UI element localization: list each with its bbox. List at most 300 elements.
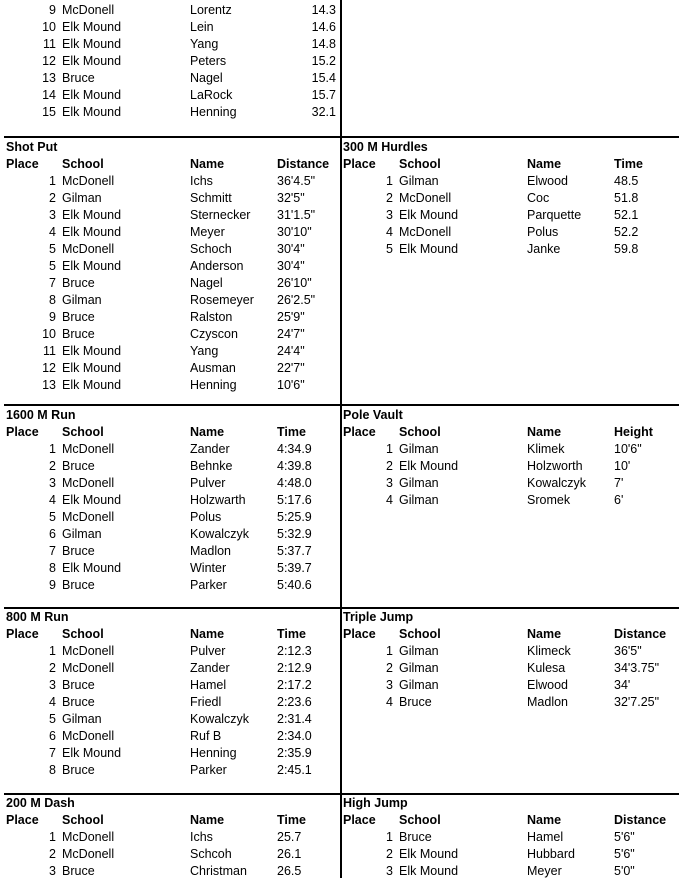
table-row (343, 829, 679, 846)
school-cell: Bruce (62, 864, 95, 878)
table-row (6, 2, 338, 19)
name-cell: Ichs (190, 830, 213, 844)
school-cell: McDonell (62, 644, 115, 658)
school-cell: McDonell (62, 3, 115, 17)
name-cell: Kowalczyk (527, 476, 587, 490)
header-name: Name (190, 157, 225, 171)
place-cell: 2 (49, 191, 56, 205)
name-cell: Pulver (190, 644, 226, 658)
table-row (343, 660, 679, 677)
place-cell: 9 (49, 310, 56, 324)
header-name: Name (527, 627, 562, 641)
name-cell: Schcoh (190, 847, 232, 861)
school-cell: Elk Mound (62, 225, 122, 239)
result-cell: 5:37.7 (277, 544, 312, 558)
school-cell: Elk Mound (62, 54, 122, 68)
section-divider (4, 136, 679, 138)
name-cell: Friedl (190, 695, 222, 709)
table-row (6, 543, 338, 560)
table-row (6, 190, 338, 207)
place-cell: 4 (386, 695, 393, 709)
result-cell: 24'4" (277, 344, 305, 358)
name-cell: Behnke (190, 459, 233, 473)
school-cell: Elk Mound (399, 864, 459, 878)
result-cell: 14.8 (311, 37, 336, 51)
school-cell: Gilman (399, 678, 439, 692)
result-cell: 10' (614, 459, 631, 473)
table-row (6, 577, 338, 594)
table-header (6, 156, 338, 173)
place-cell: 1 (49, 174, 56, 188)
place-cell: 8 (49, 561, 56, 575)
table-header (343, 424, 679, 441)
name-cell: Nagel (190, 276, 223, 290)
result-cell: 2:12.9 (277, 661, 312, 675)
school-cell: Elk Mound (62, 105, 122, 119)
result-cell: 34'3.75" (614, 661, 660, 675)
school-cell: Elk Mound (62, 259, 122, 273)
table-row (343, 458, 679, 475)
result-cell: 15.2 (311, 54, 336, 68)
result-cell: 2:31.4 (277, 712, 312, 726)
name-cell: Lorentz (190, 3, 232, 17)
header-metric: Time (277, 425, 306, 439)
place-cell: 5 (49, 259, 56, 273)
result-cell: 10'6" (277, 378, 305, 392)
school-cell: Elk Mound (62, 20, 122, 34)
table-row (6, 677, 338, 694)
column-divider (340, 0, 342, 878)
place-cell: 12 (42, 54, 56, 68)
event-title: Shot Put (6, 140, 58, 154)
table-row (6, 509, 338, 526)
place-cell: 4 (386, 493, 393, 507)
header-metric: Time (277, 813, 306, 827)
result-cell: 15.7 (311, 88, 336, 102)
place-cell: 4 (386, 225, 393, 239)
school-cell: Gilman (62, 527, 102, 541)
place-cell: 3 (49, 864, 56, 878)
table-row (6, 326, 338, 343)
place-cell: 9 (49, 3, 56, 17)
result-cell: 5:25.9 (277, 510, 312, 524)
header-place: Place (6, 813, 39, 827)
name-cell: Madlon (527, 695, 568, 709)
result-cell: 5:17.6 (277, 493, 312, 507)
result-cell: 15.4 (311, 71, 336, 85)
table-row (343, 643, 679, 660)
result-cell: 14.6 (311, 20, 336, 34)
header-place: Place (6, 627, 39, 641)
result-cell: 5:32.9 (277, 527, 312, 541)
table-header (6, 626, 338, 643)
section-divider (4, 404, 679, 406)
school-cell: McDonell (62, 242, 115, 256)
table-row (6, 711, 338, 728)
table-row (6, 526, 338, 543)
school-cell: Elk Mound (62, 37, 122, 51)
table-row (6, 70, 338, 87)
name-cell: Peters (190, 54, 227, 68)
table-row (343, 863, 679, 880)
name-cell: Holzworth (527, 459, 583, 473)
event-title: Pole Vault (343, 408, 403, 422)
table-row (6, 694, 338, 711)
place-cell: 3 (49, 678, 56, 692)
school-cell: Elk Mound (62, 208, 122, 222)
result-cell: 5'0" (614, 864, 635, 878)
result-cell: 52.1 (614, 208, 639, 222)
place-cell: 3 (386, 208, 393, 222)
result-cell: 4:34.9 (277, 442, 312, 456)
name-cell: Meyer (190, 225, 225, 239)
table-row (6, 19, 338, 36)
name-cell: Parquette (527, 208, 582, 222)
school-cell: Bruce (62, 276, 95, 290)
place-cell: 10 (42, 327, 56, 341)
name-cell: Kowalczyk (190, 527, 250, 541)
school-cell: Bruce (399, 695, 432, 709)
school-cell: Elk Mound (62, 378, 122, 392)
table-row (6, 258, 338, 275)
place-cell: 1 (386, 644, 393, 658)
name-cell: Schoch (190, 242, 232, 256)
table-row (343, 475, 679, 492)
result-cell: 10'6" (614, 442, 642, 456)
result-cell: 26'10" (277, 276, 312, 290)
table-row (6, 309, 338, 326)
table-row (6, 360, 338, 377)
header-place: Place (343, 425, 376, 439)
school-cell: McDonell (62, 476, 115, 490)
school-cell: Gilman (62, 191, 102, 205)
place-cell: 2 (386, 191, 393, 205)
school-cell: McDonell (62, 510, 115, 524)
school-cell: Elk Mound (62, 88, 122, 102)
school-cell: Bruce (62, 763, 95, 777)
name-cell: Holzwarth (190, 493, 246, 507)
school-cell: McDonell (399, 191, 452, 205)
header-metric: Height (614, 425, 653, 439)
place-cell: 1 (49, 830, 56, 844)
header-name: Name (527, 425, 562, 439)
header-name: Name (190, 813, 225, 827)
table-row (6, 441, 338, 458)
table-row (343, 694, 679, 711)
table-header (343, 156, 679, 173)
name-cell: Madlon (190, 544, 231, 558)
table-row (343, 492, 679, 509)
event-title: High Jump (343, 796, 408, 810)
table-row (343, 846, 679, 863)
table-row (6, 53, 338, 70)
table-row (343, 677, 679, 694)
header-name: Name (190, 627, 225, 641)
name-cell: Winter (190, 561, 227, 575)
table-row (343, 441, 679, 458)
school-cell: McDonell (62, 442, 115, 456)
header-metric: Distance (614, 813, 667, 827)
school-cell: Elk Mound (399, 459, 459, 473)
name-cell: Hamel (527, 830, 564, 844)
place-cell: 11 (43, 344, 56, 358)
table-header (343, 812, 679, 829)
school-cell: Bruce (399, 830, 432, 844)
name-cell: Nagel (190, 71, 223, 85)
name-cell: Henning (190, 105, 237, 119)
place-cell: 2 (386, 661, 393, 675)
place-cell: 1 (386, 174, 393, 188)
table-row (6, 377, 338, 394)
school-cell: Bruce (62, 71, 95, 85)
table-row (6, 241, 338, 258)
name-cell: Pulver (190, 476, 226, 490)
place-cell: 1 (386, 442, 393, 456)
header-school: School (399, 157, 441, 171)
header-place: Place (343, 813, 376, 827)
table-row (6, 475, 338, 492)
result-cell: 5:39.7 (277, 561, 312, 575)
table-row (6, 343, 338, 360)
header-name: Name (190, 425, 225, 439)
result-cell: 24'7" (277, 327, 305, 341)
school-cell: Gilman (399, 661, 439, 675)
school-cell: Elk Mound (62, 344, 122, 358)
place-cell: 5 (49, 242, 56, 256)
result-cell: 5:40.6 (277, 578, 312, 592)
school-cell: Elk Mound (62, 561, 122, 575)
header-school: School (399, 627, 441, 641)
result-cell: 31'1.5" (277, 208, 316, 222)
name-cell: Sternecker (190, 208, 251, 222)
result-cell: 48.5 (614, 174, 639, 188)
result-cell: 2:45.1 (277, 763, 312, 777)
result-cell: 36'5" (614, 644, 642, 658)
place-cell: 14 (42, 88, 56, 102)
school-cell: Bruce (62, 578, 95, 592)
event-title: 1600 M Run (6, 408, 76, 422)
school-cell: Elk Mound (399, 208, 459, 222)
name-cell: Kulesa (527, 661, 566, 675)
header-school: School (62, 157, 104, 171)
table-row (6, 87, 338, 104)
table-row (6, 492, 338, 509)
name-cell: Lein (190, 20, 214, 34)
place-cell: 7 (49, 746, 56, 760)
place-cell: 4 (49, 225, 56, 239)
table-header (343, 626, 679, 643)
table-row (6, 207, 338, 224)
table-row (6, 560, 338, 577)
section-divider (4, 793, 679, 795)
table-row (6, 292, 338, 309)
place-cell: 13 (42, 71, 56, 85)
name-cell: Polus (190, 510, 222, 524)
place-cell: 10 (42, 20, 56, 34)
name-cell: LaRock (190, 88, 233, 102)
place-cell: 7 (49, 544, 56, 558)
school-cell: Bruce (62, 678, 95, 692)
header-place: Place (6, 157, 39, 171)
school-cell: Bruce (62, 695, 95, 709)
name-cell: Klimeck (527, 644, 571, 658)
table-row (343, 173, 679, 190)
result-cell: 22'7" (277, 361, 305, 375)
result-cell: 30'4" (277, 259, 305, 273)
result-cell: 30'4" (277, 242, 305, 256)
result-cell: 32'7.25" (614, 695, 660, 709)
name-cell: Schmitt (190, 191, 232, 205)
name-cell: Parker (190, 763, 227, 777)
place-cell: 12 (42, 361, 56, 375)
place-cell: 6 (49, 729, 56, 743)
table-row (6, 660, 338, 677)
table-row (6, 829, 338, 846)
name-cell: Sromek (527, 493, 571, 507)
table-row (6, 728, 338, 745)
school-cell: McDonell (62, 847, 115, 861)
place-cell: 2 (49, 661, 56, 675)
section-divider (4, 607, 679, 609)
school-cell: McDonell (62, 729, 115, 743)
name-cell: Ruf B (190, 729, 222, 743)
result-cell: 5'6" (614, 847, 635, 861)
table-row (6, 104, 338, 121)
result-cell: 6' (614, 493, 624, 507)
header-place: Place (343, 157, 376, 171)
result-cell: 2:12.3 (277, 644, 312, 658)
result-cell: 2:34.0 (277, 729, 312, 743)
name-cell: Zander (190, 661, 230, 675)
school-cell: Bruce (62, 310, 95, 324)
school-cell: Gilman (399, 442, 439, 456)
result-cell: 25.7 (277, 830, 302, 844)
event-title: Triple Jump (343, 610, 414, 624)
place-cell: 1 (49, 442, 56, 456)
place-cell: 5 (49, 712, 56, 726)
school-cell: Gilman (399, 476, 439, 490)
school-cell: Gilman (399, 174, 439, 188)
name-cell: Ralston (190, 310, 233, 324)
place-cell: 8 (49, 763, 56, 777)
event-title: 200 M Dash (6, 796, 75, 810)
result-cell: 7' (614, 476, 624, 490)
table-row (6, 745, 338, 762)
name-cell: Klimek (527, 442, 565, 456)
header-place: Place (343, 627, 376, 641)
result-cell: 26.1 (277, 847, 302, 861)
event-title: 300 M Hurdles (343, 140, 428, 154)
result-cell: 51.8 (614, 191, 639, 205)
name-cell: Zander (190, 442, 230, 456)
school-cell: McDonell (62, 830, 115, 844)
name-cell: Anderson (190, 259, 244, 273)
place-cell: 15 (42, 105, 56, 119)
school-cell: Gilman (62, 293, 102, 307)
place-cell: 5 (386, 242, 393, 256)
table-row (6, 173, 338, 190)
school-cell: Bruce (62, 544, 95, 558)
name-cell: Elwood (527, 678, 568, 692)
place-cell: 13 (42, 378, 56, 392)
place-cell: 4 (49, 493, 56, 507)
table-row (343, 207, 679, 224)
name-cell: Ausman (190, 361, 236, 375)
name-cell: Yang (190, 344, 219, 358)
school-cell: Elk Mound (62, 493, 122, 507)
result-cell: 36'4.5" (277, 174, 316, 188)
header-school: School (399, 425, 441, 439)
school-cell: McDonell (62, 174, 115, 188)
result-cell: 14.3 (311, 3, 336, 17)
name-cell: Meyer (527, 864, 562, 878)
table-row (6, 643, 338, 660)
table-row (343, 190, 679, 207)
place-cell: 8 (49, 293, 56, 307)
header-place: Place (6, 425, 39, 439)
table-row (6, 863, 338, 880)
place-cell: 6 (49, 527, 56, 541)
school-cell: McDonell (62, 661, 115, 675)
result-cell: 26'2.5" (277, 293, 316, 307)
result-cell: 2:23.6 (277, 695, 312, 709)
header-metric: Distance (277, 157, 330, 171)
place-cell: 2 (49, 459, 56, 473)
place-cell: 3 (386, 476, 393, 490)
place-cell: 4 (49, 695, 56, 709)
name-cell: Parker (190, 578, 227, 592)
header-name: Name (527, 813, 562, 827)
school-cell: Bruce (62, 459, 95, 473)
place-cell: 5 (49, 510, 56, 524)
place-cell: 1 (386, 830, 393, 844)
school-cell: Elk Mound (62, 361, 122, 375)
school-cell: Gilman (62, 712, 102, 726)
name-cell: Ichs (190, 174, 213, 188)
school-cell: McDonell (399, 225, 452, 239)
place-cell: 3 (49, 208, 56, 222)
school-cell: Elk Mound (62, 746, 122, 760)
name-cell: Polus (527, 225, 559, 239)
place-cell: 2 (386, 847, 393, 861)
result-cell: 30'10" (277, 225, 312, 239)
result-cell: 26.5 (277, 864, 302, 878)
table-header (6, 812, 338, 829)
table-row (6, 224, 338, 241)
place-cell: 9 (49, 578, 56, 592)
name-cell: Yang (190, 37, 219, 51)
header-school: School (62, 425, 104, 439)
header-school: School (399, 813, 441, 827)
result-cell: 5'6" (614, 830, 635, 844)
result-cell: 59.8 (614, 242, 639, 256)
school-cell: Bruce (62, 327, 95, 341)
table-row (6, 275, 338, 292)
name-cell: Kowalczyk (190, 712, 250, 726)
result-cell: 2:17.2 (277, 678, 312, 692)
result-cell: 25'9" (277, 310, 305, 324)
header-school: School (62, 813, 104, 827)
table-row (6, 36, 338, 53)
name-cell: Janke (527, 242, 561, 256)
header-name: Name (527, 157, 562, 171)
header-metric: Distance (614, 627, 667, 641)
table-row (6, 846, 338, 863)
result-cell: 52.2 (614, 225, 639, 239)
event-title: 800 M Run (6, 610, 69, 624)
school-cell: Gilman (399, 493, 439, 507)
place-cell: 3 (49, 476, 56, 490)
